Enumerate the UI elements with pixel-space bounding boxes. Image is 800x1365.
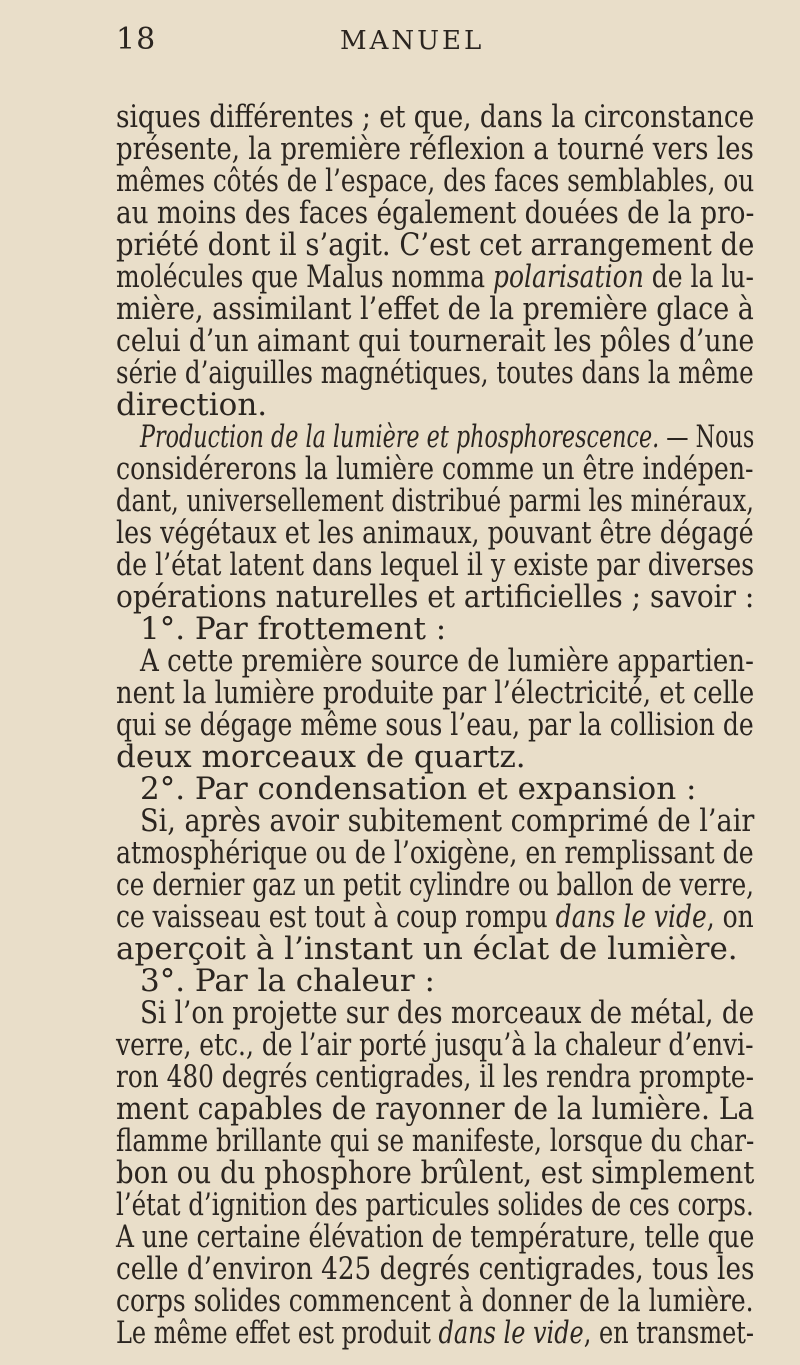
page-number: 18	[116, 22, 157, 57]
text-segment: , on	[706, 899, 754, 935]
text-line: atmosphérique ou de l’oxigène, en remplissant de	[116, 835, 754, 871]
text-line: corps solides commencent à donner de la lumière.	[116, 1283, 754, 1319]
text-line: flamme brillante qui se manifeste, lorsque du char-	[116, 1123, 755, 1159]
text-line: l’état d’ignition des particules solides de ces corps.	[116, 1187, 754, 1223]
text-line: considérerons la lumière comme un être indépen-	[116, 451, 754, 487]
text-line: verre, etc., de l’air porté jusqu’à la chaleur d’envi-	[116, 1027, 754, 1063]
text-line: de l’état latent dans lequel il y existe par diverses	[116, 547, 755, 583]
text-line: priété dont il s’agit. C’est cet arrangement de	[116, 227, 755, 263]
text-segment: Le même effet est produit	[116, 1315, 439, 1351]
text-line: mière, assimilant l’effet de la première glace à	[116, 291, 754, 327]
text-line: siques différentes ; et que, dans la circonstance	[116, 99, 755, 135]
text-line: celui d’un aimant qui tournerait les pôles d’une	[116, 323, 755, 359]
text-line: aperçoit à l’instant un éclat de lumière.	[116, 931, 738, 967]
text-line: Si, après avoir subitement comprimé de l’air	[140, 803, 755, 839]
page-header	[0, 18, 800, 68]
text-line: présente, la première réflexion a tourné vers les	[116, 131, 754, 167]
text-segment: ce vaisseau est tout à coup rompu	[116, 899, 556, 935]
italic-phrase: dans le vide	[555, 899, 707, 935]
text-line: deux morceaux de quartz.	[116, 739, 526, 775]
text-line: au moins des faces également douées de la pro-	[116, 195, 755, 231]
text-line: mêmes côtés de l’espace, des faces semblables, ou	[116, 163, 755, 199]
text-line: celle d’environ 425 degrés centigrades, tous les	[116, 1251, 755, 1287]
italic-phrase: Production de la lumière et phosphorescence.	[140, 419, 660, 455]
text-line: dant, universellement distribué parmi les minéraux,	[116, 483, 754, 519]
text-line: ce dernier gaz un petit cylindre ou ballon de verre,	[116, 867, 755, 903]
text-line: qui se dégage même sous l’eau, par la collision de	[116, 707, 754, 743]
text-segment: , en transmet-	[583, 1315, 755, 1351]
text-line: nent la lumière produite par l’électricité, et celle	[116, 675, 755, 711]
text-segment: molécules que Malus nomma	[116, 259, 493, 295]
text-line: direction.	[116, 387, 268, 423]
text-line: 2°. Par condensation et expansion :	[140, 771, 697, 807]
italic-phrase: polarisation	[492, 259, 644, 295]
text-line: les végétaux et les animaux, pouvant être dégagé	[116, 515, 754, 551]
text-line: Si l’on projette sur des morceaux de métal, de	[140, 995, 755, 1031]
text-line: 1°. Par frottement :	[140, 611, 447, 647]
text-line	[116, 1313, 754, 1353]
running-title: MANUEL	[340, 26, 485, 56]
text-segment: — Nous	[659, 419, 755, 455]
text-line: ment capables de rayonner de la lumière. La	[116, 1091, 755, 1127]
text-line: ron 480 degrés centigrades, il les rendra prompte-	[116, 1059, 754, 1095]
text-line: A une certaine élévation de température, telle que	[116, 1219, 755, 1255]
text-line: bon ou du phosphore brûlent, est simplement	[116, 1155, 755, 1191]
text-segment: de la lu-	[643, 259, 754, 295]
text-line: opérations naturelles et artificielles ; savoir :	[116, 579, 755, 615]
text-line: 3°. Par la chaleur :	[140, 963, 435, 999]
text-line: A cette première source de lumière appartien-	[140, 643, 754, 679]
italic-phrase: dans le vide	[438, 1315, 584, 1351]
text-line: série d’aiguilles magnétiques, toutes dans la même	[116, 355, 754, 391]
